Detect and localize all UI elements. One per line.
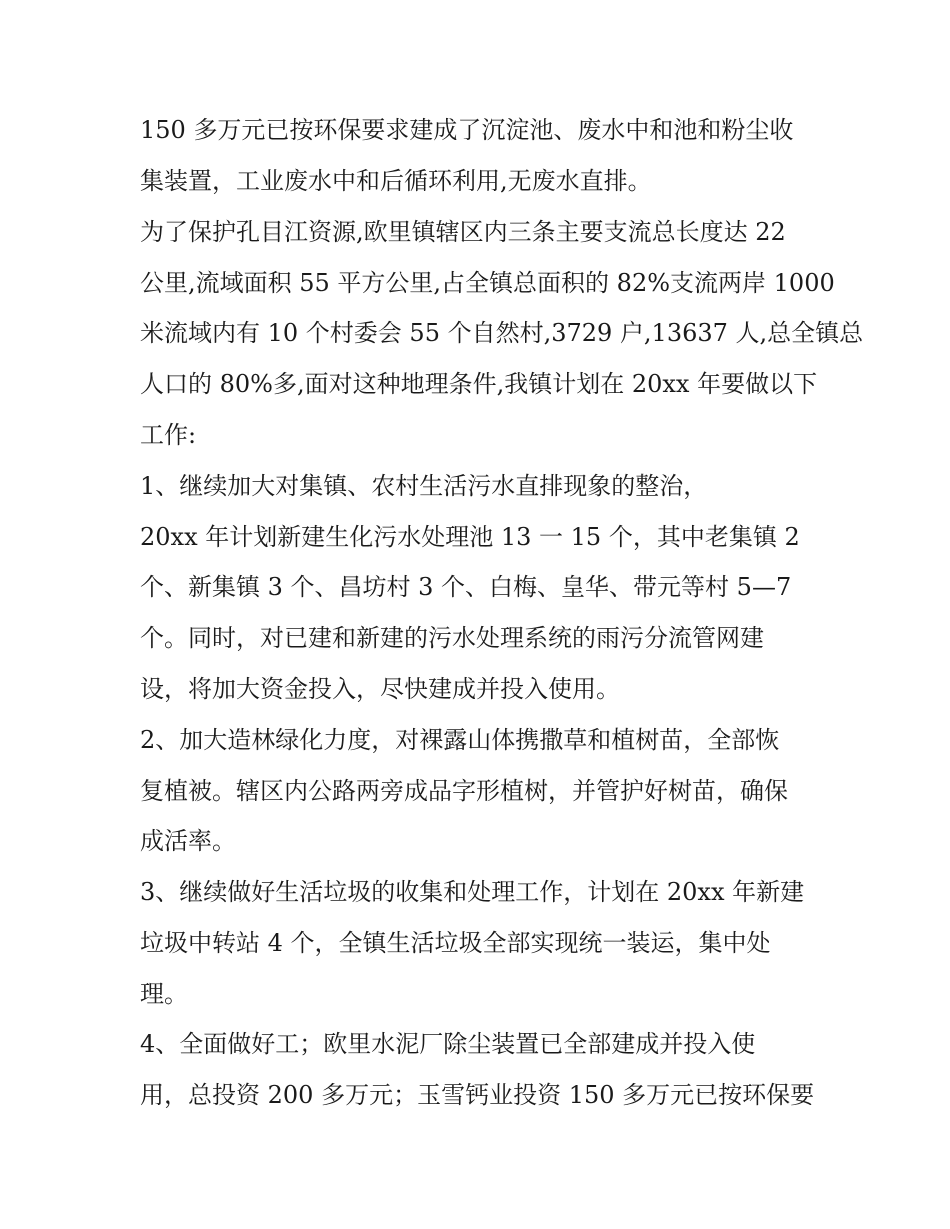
paragraph-line-3: 为了保护孔目江资源,欧里镇辖区内三条主要支流总长度达 22 <box>140 218 786 246</box>
list-item-4-line-1: 4、全面做好工；欧里水泥厂除尘装置已全部建成并投入使 <box>140 1030 756 1058</box>
list-item-3-line-1: 3、继续做好生活垃圾的收集和处理工作，计划在 20xx 年新建 <box>140 878 805 906</box>
paragraph-line-6: 人口的 80%多,面对这种地理条件,我镇计划在 20xx 年要做以下 <box>140 370 818 398</box>
list-item-2-line-2: 复植被。辖区内公路两旁成品字形植树，并管护好树苗，确保 <box>140 777 788 805</box>
paragraph-line-4: 公里,流域面积 55 平方公里,占全镇总面积的 82%支流两岸 1000 <box>140 269 835 297</box>
list-item-2-line-3: 成活率。 <box>140 827 236 855</box>
list-item-1-line-1: 1、继续加大对集镇、农村生活污水直排现象的整治， <box>140 472 708 500</box>
list-item-3-line-3: 理。 <box>140 980 188 1008</box>
list-item-1-line-3: 个、新集镇 3 个、昌坊村 3 个、白梅、皇华、带元等村 5—7 <box>140 573 792 601</box>
list-item-3-line-2: 垃圾中转站 4 个，全镇生活垃圾全部实现统一装运，集中处 <box>140 929 771 957</box>
list-item-1-line-2: 20xx 年计划新建生化污水处理池 13 一 15 个，其中老集镇 2 <box>140 523 800 551</box>
list-item-4-line-2: 用，总投资 200 多万元；玉雪钙业投资 150 多万元已按环保要 <box>140 1081 815 1109</box>
paragraph-line-1: 150 多万元已按环保要求建成了沉淀池、废水中和池和粉尘收 <box>140 116 794 144</box>
list-item-2-line-1: 2、加大造林绿化力度，对裸露山体携撒草和植树苗，全部恢 <box>140 726 780 754</box>
list-item-1-line-4: 个。同时，对已建和新建的污水处理系统的雨污分流管网建 <box>140 624 764 652</box>
paragraph-line-2: 集装置，工业废水中和后循环利用,无废水直排。 <box>140 167 652 195</box>
paragraph-line-5: 米流域内有 10 个村委会 55 个自然村,3729 户,13637 人,总全镇总 <box>140 319 864 347</box>
list-item-1-line-5: 设，将加大资金投入，尽快建成并投入使用。 <box>140 675 620 703</box>
paragraph-line-7: 工作: <box>140 421 197 449</box>
